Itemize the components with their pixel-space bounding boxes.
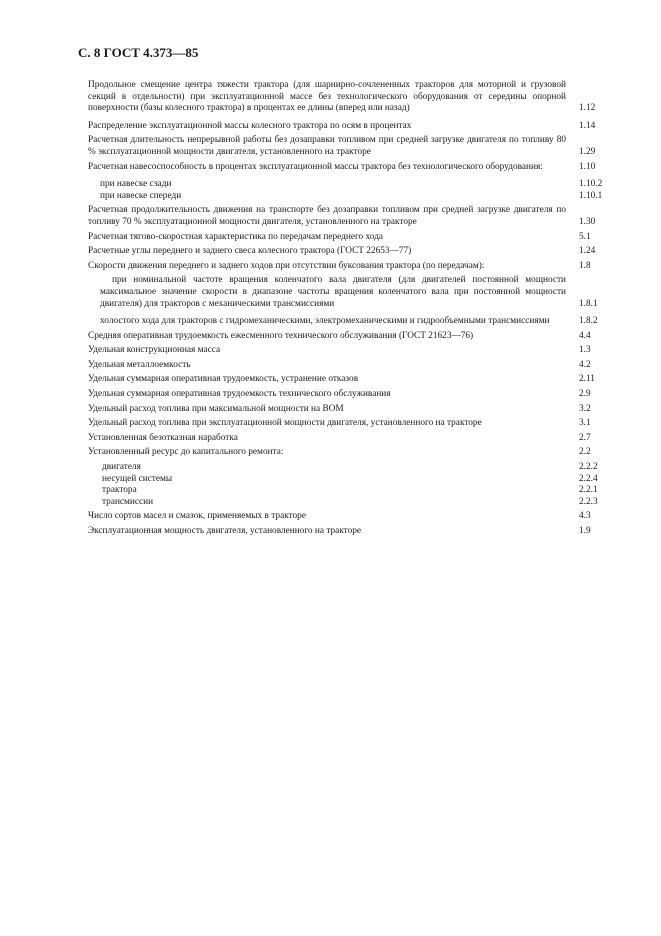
index-entry [88, 447, 608, 459]
entry-text: Удельная суммарная оперативная трудоемкость технического обслуживания [88, 389, 391, 400]
entry-number: 1.3 [579, 345, 591, 356]
entry-text: Удельная суммарная оперативная трудоемкость, устранение отказов [88, 374, 359, 385]
entry-number: 1.9 [579, 526, 591, 536]
entry-text: Скорости движения переднего и заднего ходов при отсутствии буксования трактора (по передачам): [88, 260, 485, 271]
entry-text: Удельная конструкционная масса [88, 345, 221, 356]
index-subentry [88, 485, 608, 497]
entry-text: Установленная безотказная наработка [88, 432, 238, 443]
index-entry [88, 418, 608, 430]
page-header: С. 8 ГОСТ 4.373—85 [78, 45, 199, 60]
entry-number: 2.2.2 [579, 462, 598, 473]
index-entry [88, 80, 608, 115]
entry-text: Средняя оперативная трудоемкость ежесменного технического обслуживания (ГОСТ 21623—76) [88, 330, 474, 341]
entry-number: 4.3 [579, 511, 591, 522]
index-entry [88, 389, 608, 401]
entry-number: 1.10.2 [579, 179, 603, 190]
index-entry [88, 162, 608, 174]
entry-text: трансмиссии [102, 496, 154, 507]
index-subentry [88, 497, 608, 509]
index-subentry [88, 179, 608, 191]
entry-text: при навеске спереди [100, 190, 182, 201]
entry-number: 2.2.1 [579, 485, 598, 496]
entry-number: 1.29 [579, 146, 596, 157]
index-entry [88, 433, 608, 445]
entry-text: Эксплуатационная мощность двигателя, установленного на тракторе [88, 526, 362, 536]
entry-text: несущей системы [102, 473, 173, 484]
index-entry [88, 374, 608, 386]
entry-number: 1.14 [579, 120, 596, 131]
entry-number: 3.2 [579, 403, 591, 414]
entry-text: Расчетная длительность непрерывной работы без дозаправки топливом при средней загрузке двигателя по топливу 80 % эксплуатационной мощности двигателя, установленного на тракторе [88, 135, 566, 157]
entry-number: 2.9 [579, 389, 591, 400]
entry-number: 1.12 [579, 103, 596, 114]
entry-text: трактора [102, 485, 137, 496]
index-entry [88, 404, 608, 416]
entry-number: 1.8 [579, 260, 591, 271]
entry-number: 2.2.3 [579, 496, 598, 507]
entry-text: Удельный расход топлива при максимальной мощности на ВОМ [88, 403, 344, 414]
index-entry [88, 526, 608, 538]
entry-number: 2.2 [579, 447, 591, 458]
index-entry [88, 205, 608, 228]
index-entry [88, 121, 608, 133]
index-entry [88, 360, 608, 372]
entry-text: Расчетная продолжительность движения на транспорте без дозаправки топливом при средней загрузке двигателя по топливу 70 % эксплуатационной мощности двигателя, установленного на тракторе [88, 205, 566, 227]
entry-text: холостого хода для тракторов с гидромеханическими, электромеханическими и гидрообъемными трансмиссиями [100, 316, 550, 327]
index-entry [88, 246, 608, 258]
entry-text: Распределение эксплуатационной массы колесного трактора по осям в процентах [88, 120, 412, 131]
entry-text: Установленный ресурс до капитального ремонта: [88, 447, 284, 458]
index-list [88, 80, 608, 538]
entry-text: Удельная металлоемкость [88, 359, 191, 370]
entry-number: 1.8.2 [579, 316, 598, 327]
entry-text: Число сортов масел и смазок, применяемых в тракторе [88, 511, 306, 522]
entry-text: Расчетная тягово-скоростная характеристика по передачам переднего хода [88, 231, 384, 242]
index-subentry [88, 316, 608, 328]
entry-text: Расчетная навесоспособность в процентах эксплуатационной массы трактора без технологического оборудования: [88, 161, 543, 172]
entry-number: 3.1 [579, 418, 591, 429]
entry-text: при номинальной частоте вращения коленчатого вала двигателя (для двигателей постоянной мощности максимальное значение скорости в диапазоне частоты вращения коленчатого вала при постоянной мощности двигателя) для тракторов с механическими трансмиссиями [100, 275, 566, 309]
index-entry [88, 232, 608, 244]
entry-number: 1.10 [579, 161, 596, 172]
entry-number: 1.30 [579, 216, 596, 227]
entry-number: 2.11 [579, 374, 595, 385]
index-entry [88, 331, 608, 343]
index-entry [88, 511, 608, 523]
index-entry [88, 261, 608, 273]
entry-text: при навеске сзади [100, 179, 172, 190]
index-entry [88, 345, 608, 357]
entry-number: 4.4 [579, 330, 591, 341]
index-subentry [88, 474, 608, 486]
entry-number: 1.10.1 [579, 190, 603, 201]
index-entry [88, 135, 608, 158]
entry-text: двигателя [102, 462, 141, 473]
index-subentry [88, 275, 608, 310]
entry-text: Удельный расход топлива при эксплуатационной мощности двигателя, установленного на тракторе [88, 418, 482, 429]
entry-number: 4.2 [579, 359, 591, 370]
entry-number: 5.1 [579, 231, 591, 242]
entry-number: 2.2.4 [579, 473, 598, 484]
entry-number: 1.8.1 [579, 298, 598, 309]
entry-number: 2.7 [579, 432, 591, 443]
index-subentry [88, 191, 608, 203]
entry-number: 1.24 [579, 246, 596, 257]
index-subentry [88, 462, 608, 474]
entry-text: Продольное смещение центра тяжести трактора (для шарнирно-сочлененных тракторов для моторной и грузовой секций в отдельности) при эксплуатационной массе без технологического оборудования от середины опорной поверхности (базы колесного трактора) в процентах ее длины (вперед или назад) [88, 80, 566, 114]
entry-text: Расчетные углы переднего и заднего свеса колесного трактора (ГОСТ 22653—77) [88, 246, 412, 257]
